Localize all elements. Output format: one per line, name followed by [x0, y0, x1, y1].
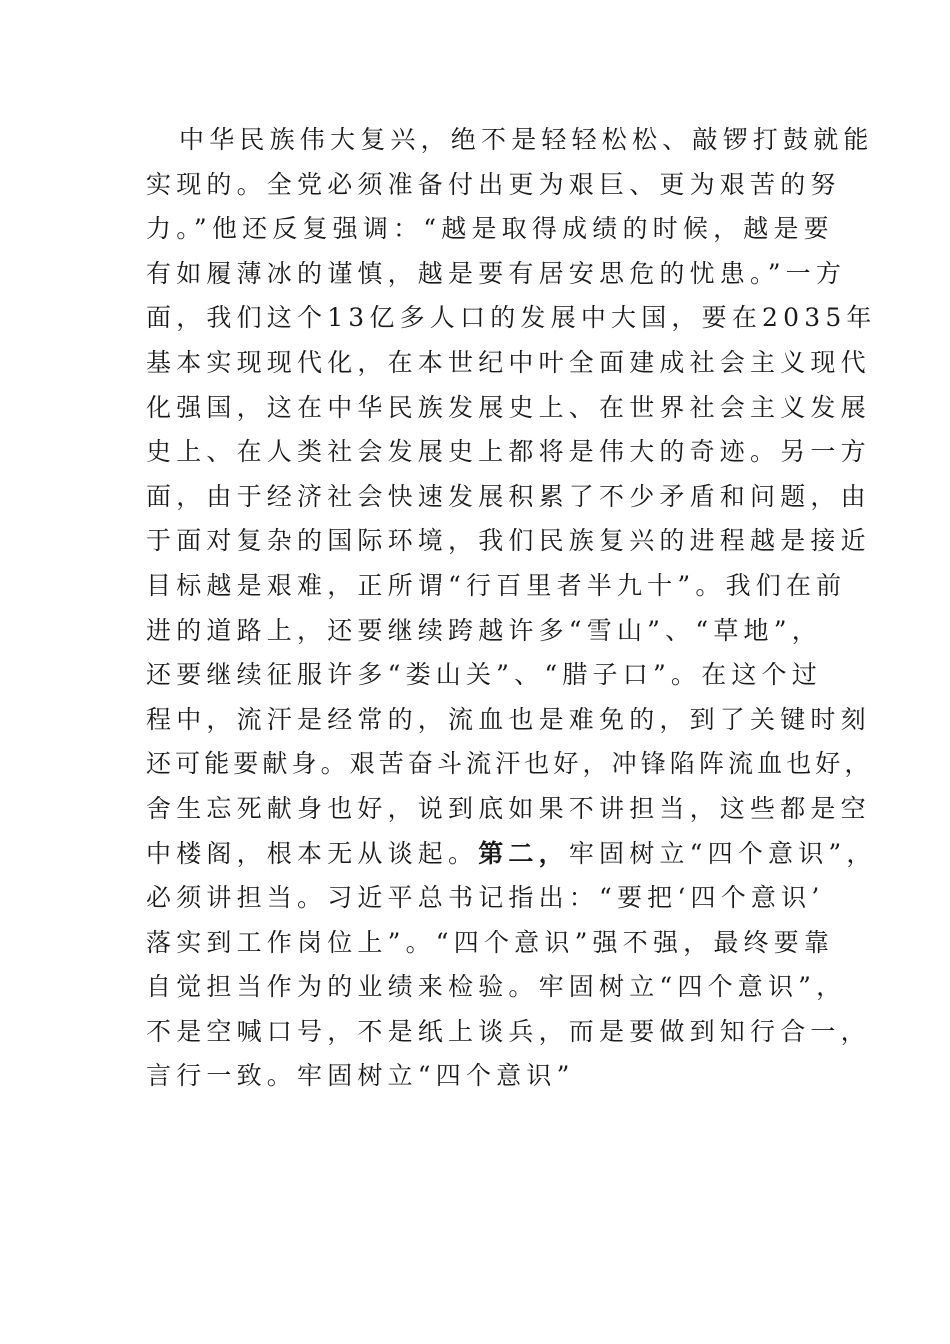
text-line: 基本实现现代化，在本世纪中叶全面建成社会主义现代: [146, 347, 871, 377]
text-line: 必须讲担当。习近平总书记指出：“要把‘四个意识’: [146, 883, 825, 913]
text-line-with-heading: [146, 832, 877, 877]
text-line: 不是空喊口号，不是纸上谈兵，而是要做到知行合一，: [146, 1016, 871, 1046]
text-segment: 牢固树立“四个意识”，: [568, 838, 877, 868]
text-line: 还要继续征服许多“娄山关”、“腊子口”。在这个过: [146, 660, 822, 690]
text-line: 力。”他还反复强调：“越是取得成绩的时候，越是要: [146, 214, 834, 244]
text-line: 史上、在人类社会发展史上都将是伟大的奇迹。另一方: [146, 437, 871, 467]
text-line: 于面对复杂的国际环境，我们民族复兴的进程越是接近: [146, 526, 871, 556]
text-line: 面，由于经济社会快速发展积累了不少矛盾和问题，由: [146, 481, 871, 511]
text-line: 自觉担当作为的业绩来检验。牢固树立“四个意识”，: [146, 972, 847, 1002]
text-line: 化强国，这在中华民族发展史上、在世界社会主义发展: [146, 392, 871, 422]
body-text: [146, 118, 877, 1099]
text-line: 舍生忘死献身也好，说到底如果不讲担当，这些都是空: [146, 793, 871, 823]
text-line: 进的道路上，还要继续跨越许多“雪山”、“草地”，: [146, 615, 822, 645]
section-marker: 第二，: [478, 838, 569, 868]
text-line: 还可能要献身。艰苦奋斗流汗也好，冲锋陷阵流血也好，: [146, 749, 874, 779]
text-line: 实现的。全党必须准备付出更为艰巨、更为艰苦的努: [146, 169, 841, 199]
text-line: 言行一致。牢固树立“四个意识”: [146, 1061, 575, 1091]
text-segment: 中楼阁，根本无从谈起。: [146, 838, 479, 868]
text-line: 目标越是艰难，正所谓“行百里者半九十”。我们在前: [146, 570, 847, 600]
text-line: 中华民族伟大复兴，绝不是轻轻松松、敲锣打鼓就能: [179, 125, 874, 154]
text-line: 落实到工作岗位上”。“四个意识”强不强，最终要靠: [146, 927, 835, 957]
text-line: 程中，流汗是经常的，流血也是难免的，到了关键时刻: [146, 704, 871, 734]
text-line: 有如履薄冰的谨慎，越是要有居安思危的忧患。”一方: [146, 258, 847, 288]
text-line: 面，我们这个13亿多人口的发展中大国，要在2035年: [146, 303, 877, 333]
